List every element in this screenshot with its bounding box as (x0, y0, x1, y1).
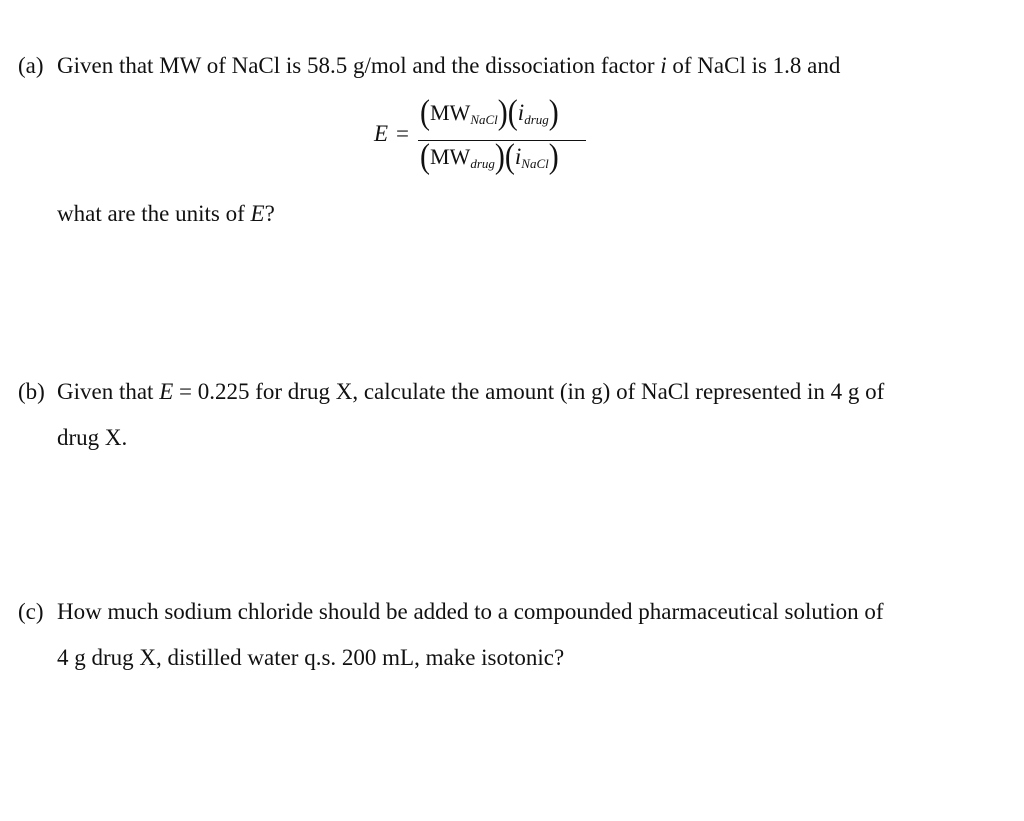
question-b-line1-prefix: Given that (57, 379, 154, 404)
question-a-line1-suffix: of NaCl is 1.8 and (672, 53, 841, 78)
question-a-line2-prefix: what are the units of (57, 201, 245, 226)
e-formula (374, 93, 594, 180)
question-a-line2 (57, 191, 275, 237)
formula-denominator: $(MW_{drug})(i_{NaCl})$ (420, 137, 559, 176)
question-a-var-i: i (660, 53, 667, 78)
question-c-label: (c) (18, 599, 44, 624)
question-b-var-e: E (159, 379, 174, 404)
question-b-line2: drug X. (57, 425, 128, 450)
formula-lhs: E (374, 121, 389, 146)
question-b-line1-suffix: = 0.225 for drug X, calculate the amount (in g) of NaCl represented in 4 g of (179, 379, 885, 404)
question-a-var-e: E (250, 201, 265, 226)
question-c-line2: 4 g drug X, distilled water q.s. 200 mL, make isotonic? (57, 645, 565, 670)
formula-numerator: $(MW_{NaCl})(i_{drug})$ (420, 93, 559, 132)
question-b-line1 (57, 369, 884, 415)
question-c-line1: How much sodium chloride should be added to a compounded pharmaceutical solution of (57, 599, 884, 624)
question-a-line1 (57, 43, 840, 89)
formula-equals: = (396, 121, 409, 146)
question-a-line1-prefix: Given that MW of NaCl is 58.5 g/mol and the dissociation factor (57, 53, 655, 78)
question-a-label: (a) (18, 53, 44, 78)
question-a-line2-suffix: ? (264, 201, 275, 226)
question-b-label: (b) (18, 379, 45, 404)
